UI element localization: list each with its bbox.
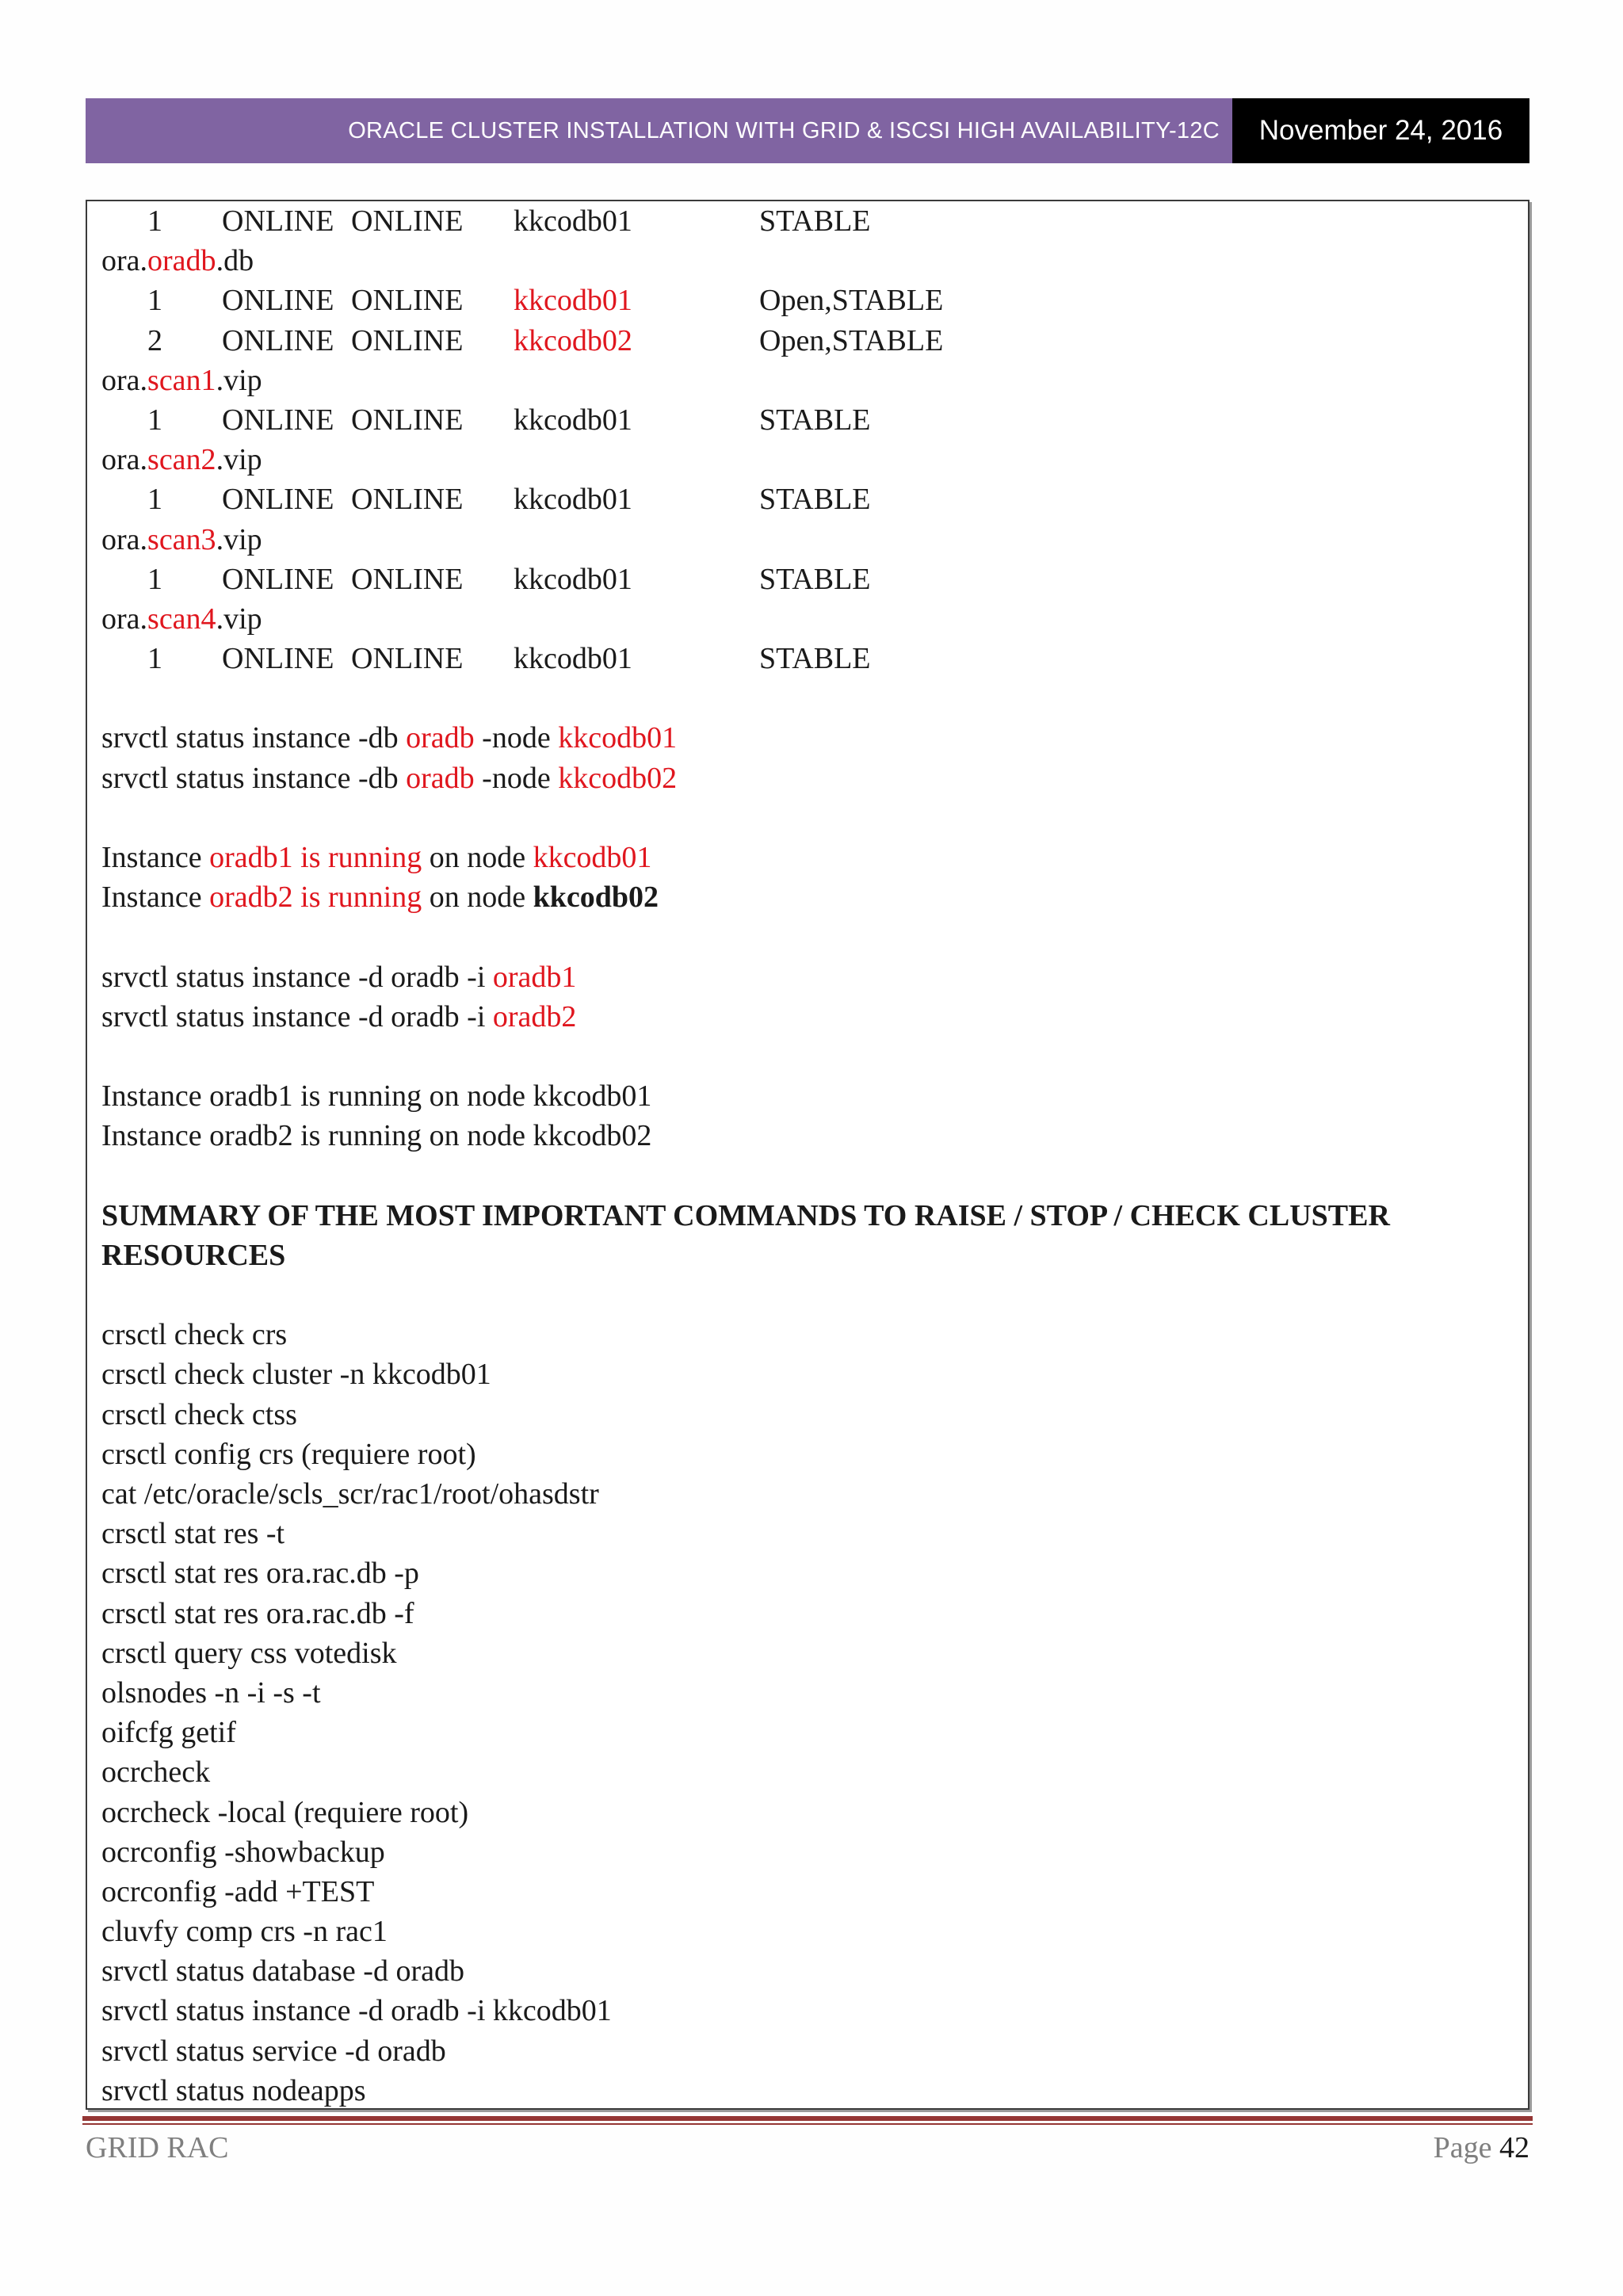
output-line bbox=[101, 838, 1390, 877]
resource-row bbox=[101, 400, 1390, 440]
command-item: ocrcheck -local (requiere root) bbox=[101, 1795, 469, 1829]
instance-name: oradb2 bbox=[492, 999, 577, 1033]
node-name: kkcodb02 bbox=[558, 761, 678, 795]
resource-target: ONLINE bbox=[222, 483, 334, 517]
resource-prefix: ora. bbox=[101, 244, 148, 278]
resource-id: 1 bbox=[147, 403, 162, 437]
command-line bbox=[101, 957, 1390, 997]
command-item: crsctl stat res ora.rac.db -p bbox=[101, 1557, 419, 1591]
instance-name: oradb1 bbox=[492, 960, 577, 994]
command-item: crsctl stat res ora.rac.db -f bbox=[101, 1596, 414, 1630]
spacer bbox=[101, 1156, 1390, 1196]
resource-suffix: .db bbox=[216, 244, 254, 278]
command-text: -node bbox=[474, 721, 559, 755]
spacer bbox=[101, 1037, 1390, 1076]
resource-details: Open,STABLE bbox=[759, 323, 944, 357]
resource-suffix: .vip bbox=[216, 602, 262, 636]
db-name: oradb bbox=[406, 761, 475, 795]
resource-name-row bbox=[101, 241, 1390, 281]
resource-id: 1 bbox=[147, 562, 162, 596]
resource-server: kkcodb01 bbox=[514, 562, 632, 596]
command-text: -node bbox=[474, 761, 559, 795]
page-label: Page bbox=[1433, 2131, 1492, 2164]
command-text: srvctl status instance -db bbox=[101, 721, 407, 755]
output-text: on node bbox=[422, 881, 533, 915]
resource-state: ONLINE bbox=[351, 323, 464, 357]
node-name: kkcodb01 bbox=[533, 841, 652, 874]
resource-details: STABLE bbox=[759, 403, 871, 437]
resource-target: ONLINE bbox=[222, 284, 334, 318]
resource-server: kkcodb01 bbox=[514, 403, 632, 437]
resource-name-row bbox=[101, 361, 1390, 400]
footer-divider-thin bbox=[82, 2123, 1533, 2125]
summary-heading: SUMMARY OF THE MOST IMPORTANT COMMANDS TO RAISE / STOP / CHECK CLUSTER bbox=[101, 1198, 1390, 1232]
command-item: srvctl status instance -d oradb -i kkcodb01 bbox=[101, 1994, 612, 2028]
spacer bbox=[101, 678, 1390, 718]
command-item: cat /etc/oracle/scls_scr/rac1/root/ohasdstr bbox=[101, 1477, 599, 1511]
command-line bbox=[101, 718, 1390, 758]
node-name: kkcodb01 bbox=[558, 721, 678, 755]
resource-name-row bbox=[101, 440, 1390, 479]
output-text: Instance bbox=[101, 881, 210, 915]
resource-target: ONLINE bbox=[222, 403, 334, 437]
resource-details: STABLE bbox=[759, 204, 871, 238]
command-item: oifcfg getif bbox=[101, 1716, 236, 1750]
resource-row bbox=[101, 639, 1390, 678]
command-item: crsctl check cluster -n kkcodb01 bbox=[101, 1358, 491, 1392]
resource-prefix: ora. bbox=[101, 363, 148, 397]
resource-name-row bbox=[101, 599, 1390, 639]
resource-details: STABLE bbox=[759, 483, 871, 517]
resource-name-row bbox=[101, 520, 1390, 560]
command-item: crsctl stat res -t bbox=[101, 1517, 285, 1551]
command-text: srvctl status instance -d oradb -i bbox=[101, 999, 493, 1033]
instance-status: oradb1 is running bbox=[209, 841, 422, 874]
page-number bbox=[1434, 2130, 1529, 2165]
command-item: crsctl config crs (requiere root) bbox=[101, 1437, 476, 1471]
footer-divider bbox=[82, 2116, 1533, 2121]
resource-prefix: ora. bbox=[101, 443, 148, 477]
command-item: olsnodes -n -i -s -t bbox=[101, 1675, 321, 1710]
output-text: on node bbox=[422, 841, 533, 874]
document-title: ORACLE CLUSTER INSTALLATION WITH GRID & ISCSI HIGH AVAILABILITY-12C bbox=[86, 98, 1232, 163]
resource-prefix: ora. bbox=[101, 522, 148, 556]
resource-server: kkcodb01 bbox=[514, 483, 632, 517]
content-box bbox=[86, 200, 1529, 2110]
spacer bbox=[101, 798, 1390, 838]
command-item: srvctl status nodeapps bbox=[101, 2073, 366, 2107]
resource-prefix: ora. bbox=[101, 602, 148, 636]
spacer bbox=[101, 1275, 1390, 1315]
command-item: crsctl check crs bbox=[101, 1318, 288, 1352]
resource-name: scan3 bbox=[147, 522, 216, 556]
resource-id: 1 bbox=[147, 642, 162, 676]
output-text: Instance bbox=[101, 841, 210, 874]
resource-server: kkcodb01 bbox=[514, 642, 632, 676]
resource-details: Open,STABLE bbox=[759, 284, 944, 318]
resource-state: ONLINE bbox=[351, 642, 464, 676]
footer-section-label: GRID RAC bbox=[86, 2131, 229, 2164]
resource-name: scan2 bbox=[147, 443, 216, 477]
resource-row bbox=[101, 201, 1390, 241]
resource-target: ONLINE bbox=[222, 642, 334, 676]
command-text: srvctl status instance -d oradb -i bbox=[101, 960, 493, 994]
resource-name: scan4 bbox=[147, 602, 216, 636]
resource-suffix: .vip bbox=[216, 443, 262, 477]
command-item: srvctl status database -d oradb bbox=[101, 1954, 464, 1988]
output-line: Instance oradb2 is running on node kkcodb02 bbox=[101, 1119, 652, 1153]
command-item: cluvfy comp crs -n rac1 bbox=[101, 1915, 388, 1949]
resource-row bbox=[101, 560, 1390, 599]
output-line: Instance oradb1 is running on node kkcodb01 bbox=[101, 1079, 652, 1114]
resource-suffix: .vip bbox=[216, 363, 262, 397]
node-name: kkcodb02 bbox=[533, 881, 659, 915]
resource-row bbox=[101, 479, 1390, 519]
resource-name: oradb bbox=[147, 244, 216, 278]
command-line bbox=[101, 758, 1390, 798]
resource-server: kkcodb02 bbox=[514, 323, 632, 357]
resource-id: 1 bbox=[147, 284, 162, 318]
instance-status: oradb2 is running bbox=[209, 881, 422, 915]
resource-state: ONLINE bbox=[351, 204, 464, 238]
document-date: November 24, 2016 bbox=[1232, 98, 1529, 163]
resource-state: ONLINE bbox=[351, 403, 464, 437]
page-number-value: 42 bbox=[1499, 2131, 1529, 2164]
resource-target: ONLINE bbox=[222, 323, 334, 357]
content-lines bbox=[101, 201, 1390, 2111]
summary-heading: RESOURCES bbox=[101, 1238, 286, 1272]
output-line bbox=[101, 877, 1390, 917]
command-item: crsctl check ctss bbox=[101, 1397, 297, 1431]
command-item: crsctl query css votedisk bbox=[101, 1636, 397, 1670]
resource-server: kkcodb01 bbox=[514, 204, 632, 238]
resource-row bbox=[101, 321, 1390, 361]
command-line bbox=[101, 997, 1390, 1037]
resource-id: 1 bbox=[147, 483, 162, 517]
resource-row bbox=[101, 281, 1390, 320]
resource-target: ONLINE bbox=[222, 562, 334, 596]
resource-name: scan1 bbox=[147, 363, 216, 397]
resource-target: ONLINE bbox=[222, 204, 334, 238]
db-name: oradb bbox=[406, 721, 475, 755]
resource-id: 2 bbox=[147, 323, 162, 357]
spacer bbox=[101, 917, 1390, 957]
resource-details: STABLE bbox=[759, 642, 871, 676]
page-header bbox=[86, 98, 1529, 163]
resource-state: ONLINE bbox=[351, 483, 464, 517]
command-item: ocrconfig -showbackup bbox=[101, 1835, 385, 1869]
command-item: ocrconfig -add +TEST bbox=[101, 1874, 375, 1908]
resource-state: ONLINE bbox=[351, 562, 464, 596]
resource-server: kkcodb01 bbox=[514, 284, 632, 318]
resource-details: STABLE bbox=[759, 562, 871, 596]
resource-state: ONLINE bbox=[351, 284, 464, 318]
command-item: ocrcheck bbox=[101, 1755, 211, 1790]
command-text: srvctl status instance -db bbox=[101, 761, 407, 795]
resource-suffix: .vip bbox=[216, 522, 262, 556]
resource-id: 1 bbox=[147, 204, 162, 238]
command-item: srvctl status service -d oradb bbox=[101, 2034, 446, 2068]
